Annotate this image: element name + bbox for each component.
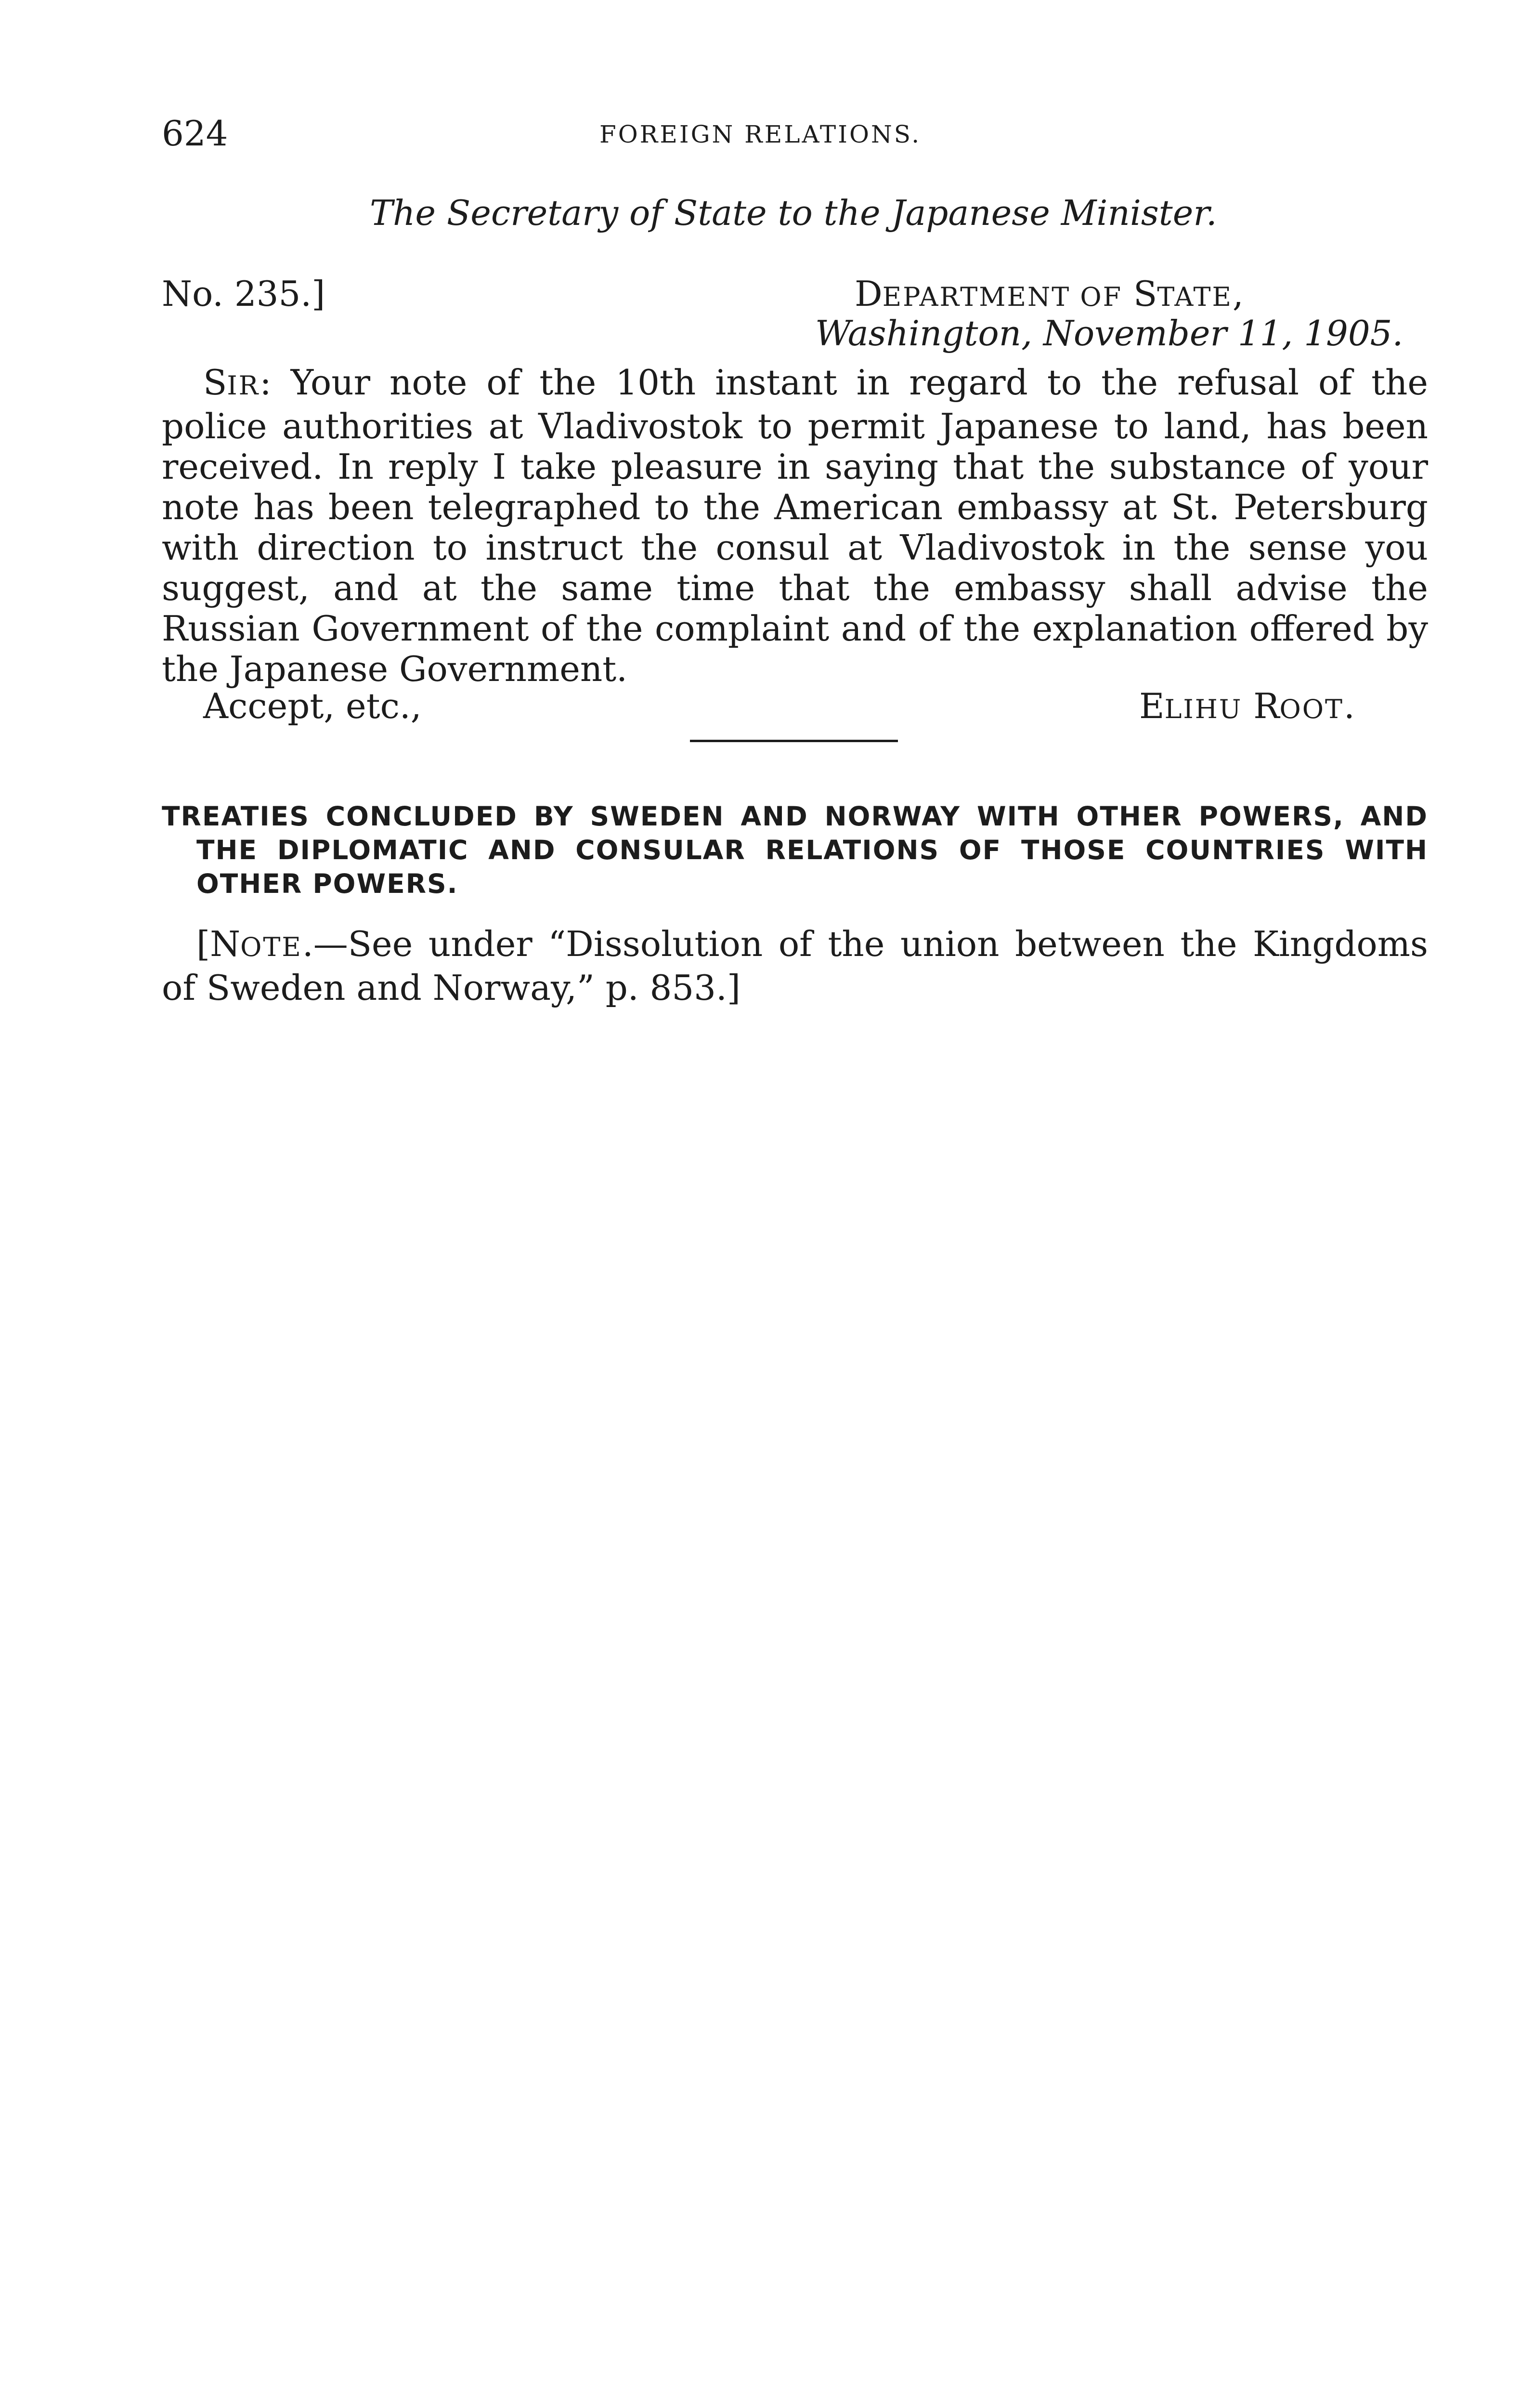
dept-comma: , (1232, 274, 1244, 314)
section-divider (690, 740, 898, 742)
salutation-initial: S (203, 362, 227, 403)
dept-initial: D (855, 274, 883, 314)
signature-period: . (1344, 686, 1355, 726)
page-number: 624 (162, 113, 228, 154)
letter-title: The Secretary of State to the Japanese Minister. (370, 193, 1217, 233)
section-heading (162, 799, 1428, 901)
document-number: No. 235.] (162, 274, 325, 314)
signature-initial-e: E (1139, 686, 1165, 726)
note-open: [N (196, 924, 241, 964)
signature (1139, 686, 1355, 726)
note-smallcaps: OTE (240, 932, 302, 962)
letter-paragraph (162, 362, 1428, 689)
note-paragraph (162, 924, 1428, 1008)
place-date: Washington, November 11, 1905. (815, 313, 1403, 353)
dept-smallcaps-2: TATE (1157, 282, 1233, 312)
department-line (855, 274, 1244, 314)
note (162, 924, 1428, 1008)
signature-smallcaps-1: LIHU (1164, 694, 1243, 724)
signature-smallcaps-2: OOT (1279, 694, 1344, 724)
running-head: FOREIGN RELATIONS. (599, 120, 922, 148)
salutation-smallcaps: IR (227, 370, 260, 401)
dept-initial-s: S (1133, 274, 1157, 314)
dept-smallcaps-1: EPARTMENT OF (882, 282, 1123, 312)
letter-body (162, 362, 1428, 689)
letter-body-text: : Your note of the 10th instant in regard to the refusal of the police authorities at Vladivostok to permit Japanese to land, has been received. In reply I take pleasure in saying that the substance of your note has been telegraphed to the American embassy at St. Petersburg with direction to instruct the consul at Vladivostok in the sense you suggest, and at the same time that the embassy shall advise the Russian Government of the complaint and of the explanation offered by the Japanese Government. (162, 362, 1428, 689)
closing: Accept, etc., (203, 686, 422, 726)
section-heading-text: TREATIES CONCLUDED BY SWEDEN AND NORWAY WITH OTHER POWERS, AND THE DIPLOMATIC AND CONSULAR RELATIONS OF THOSE COUNTRIES WITH OTHER POWERS. (162, 801, 1428, 899)
signature-initial-r: R (1253, 686, 1280, 726)
note-text: .—See under “Dissolution of the union between the Kingdoms of Sweden and Norway,” p. 853.] (162, 924, 1428, 1008)
